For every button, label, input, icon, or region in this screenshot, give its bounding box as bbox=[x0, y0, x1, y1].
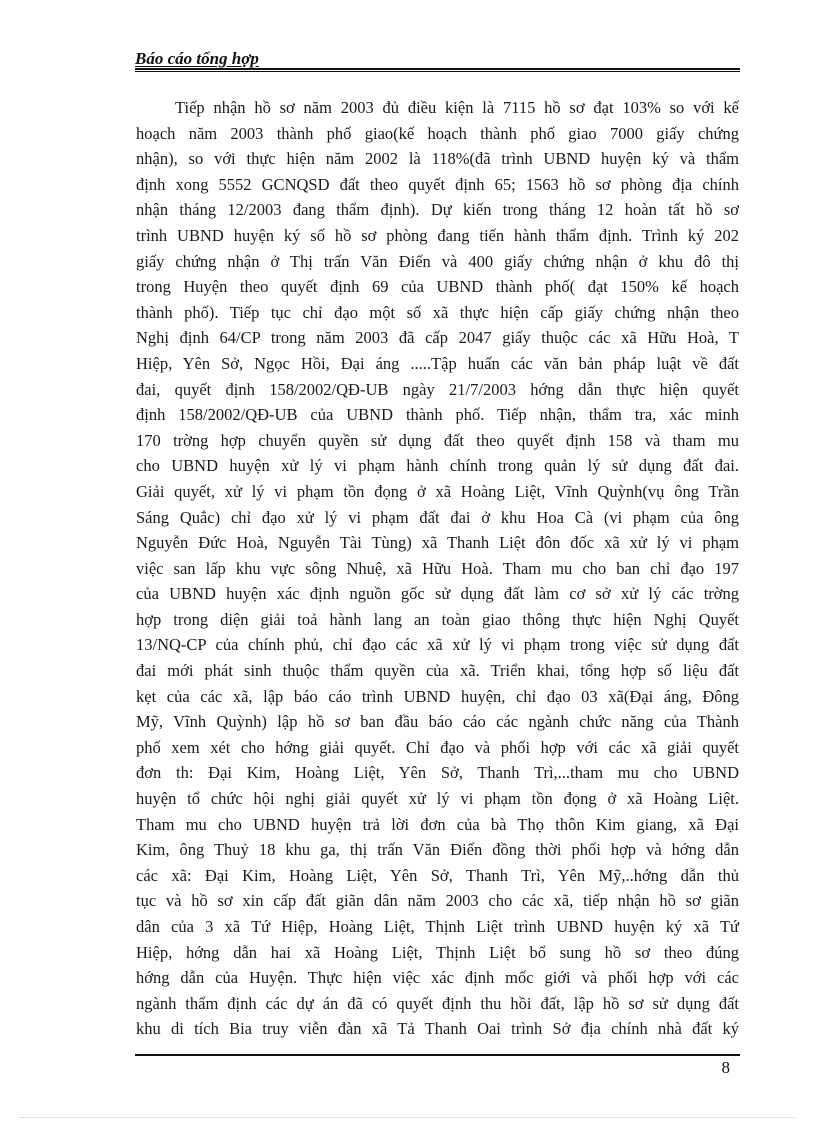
body-line: nhận tháng 12/2003 đang thẩm định). Dự kiến trong tháng 12 hoàn tất hồ sơ bbox=[136, 200, 739, 220]
body-line: Nghị định 64/CP trong năm 2003 đã cấp 2047 giấy thuộc các xã Hữu Hoà, T bbox=[136, 328, 739, 348]
body-line: đai mới phát sinh thuộc thẩm quyền của xã. Triển khai, tổng hợp số liệu đất bbox=[136, 661, 739, 681]
body-line: hoạch năm 2003 thành phố giao(kế hoạch thành phố giao 7000 giấy chứng bbox=[136, 123, 739, 143]
body-line: Hiệp, Yên Sở, Ngọc Hồi, Đại áng .....Tập huấn các văn bản pháp luật về đất bbox=[136, 353, 739, 373]
body-line: các xã: Đại Kim, Hoàng Liệt, Yên Sở, Thanh Trì, Yên Mỹ,..hớng dẫn thủ bbox=[136, 865, 739, 885]
body-line: kẹt của các xã, lập báo cáo trình UBND huyện, chỉ đạo 03 xã(Đại áng, Đông bbox=[136, 686, 739, 706]
body-line: định xong 5552 GCNQSD đất theo quyết định 65; 1563 hồ sơ phòng địa chính bbox=[136, 174, 739, 194]
page-edge-dotted-line bbox=[20, 1117, 796, 1118]
body-line: Sáng Quắc) chỉ đạo xử lý vi phạm đất đai ở khu Hoa Cà (vi phạm của ông bbox=[136, 507, 739, 527]
body-line: đơn th: Đại Kim, Hoàng Liệt, Yên Sở, Thanh Trì,...tham mu cho UBND bbox=[136, 763, 739, 783]
body-line: đai, quyết định 158/2002/QĐ-UB ngày 21/7/2003 hớng dẫn thực hiện quyết bbox=[136, 379, 739, 399]
body-line: Kim, ông Thuỷ 18 khu ga, thị trấn Văn Điển đồng thời phối hợp và hớng dẫn bbox=[136, 840, 739, 860]
page-number: 8 bbox=[721, 1058, 730, 1077]
header-rule-secondary bbox=[135, 71, 740, 72]
body-line: của UBND huyện xác định nguồn gốc sử dụng đất làm cơ sở xử lý các trờng bbox=[136, 584, 739, 604]
body-line: Tham mu cho UBND huyện trả lời đơn của bà Thọ thôn Kim giang, xã Đại bbox=[136, 814, 739, 834]
body-line: thành phố). Tiếp tục chỉ đạo một số xã thực hiện cấp giấy chứng nhận theo bbox=[136, 302, 739, 322]
body-paragraph bbox=[136, 95, 739, 1042]
body-line: hớng dẫn của Huyện. Thực hiện việc xác định mốc giới và phối hợp với các bbox=[136, 968, 739, 988]
body-line: Mỹ, Vĩnh Quỳnh) lập hồ sơ ban đầu báo cáo các ngành chức năng của Thành bbox=[136, 712, 739, 732]
body-line: 13/NQ-CP của chính phủ, chỉ đạo các xã xử lý vi phạm trong việc sử dụng đất bbox=[136, 635, 739, 655]
body-line: ngành thẩm định các dự án đã có quyết định thu hồi đất, lập hồ sơ sử dụng đất bbox=[136, 993, 739, 1013]
body-line: Hiệp, hớng dẫn hai xã Hoàng Liệt, Thịnh Liệt bổ sung hồ sơ theo đúng bbox=[136, 942, 739, 962]
header-title: Báo cáo tổng hợp bbox=[135, 49, 259, 68]
body-line: trình UBND huyện ký số hồ sơ phòng đang tiến hành thẩm định. Trình ký 202 bbox=[136, 225, 739, 245]
body-line: dân của 3 xã Tứ Hiệp, Hoàng Liệt, Thịnh Liệt trình UBND huyện ký xã Tứ bbox=[136, 917, 739, 936]
body-line: tục và hồ sơ xin cấp đất giãn dân năm 2003 cho các xã, tiếp nhận hồ sơ giãn bbox=[136, 891, 739, 911]
body-line: nhận), so với thực hiện năm 2002 là 118%(đã trình UBND huyện ký và thẩm bbox=[136, 149, 739, 169]
body-line: 170 trờng hợp chuyển quyền sử dụng đất theo quyết định 158 và tham mu bbox=[136, 430, 739, 450]
body-line: Nguyễn Đức Hoà, Nguyễn Tài Tùng) xã Thanh Liệt đôn đốc xã xử lý vi phạm bbox=[136, 533, 739, 553]
body-line: định 158/2002/QĐ-UB của UBND thành phố. Tiếp nhận, thẩm tra, xác minh bbox=[136, 405, 739, 425]
body-line: Giải quyết, xử lý vi phạm tồn đọng ở xã Hoàng Liệt, Vĩnh Quỳnh(vụ ông Trần bbox=[136, 481, 739, 501]
header-rule bbox=[135, 68, 740, 70]
body-line: khu di tích Bia truy viễn đàn xã Tả Thanh Oai trình Sở địa chính nhà đất ký bbox=[136, 1019, 739, 1039]
body-line: việc san lấp khu vực sông Nhuệ, xã Hữu Hoà. Tham mu cho ban chỉ đạo 197 bbox=[136, 558, 739, 578]
body-line: huyện tổ chức hội nghị giải quyết xử lý vi phạm tồn đọng ở xã Hoàng Liệt. bbox=[136, 789, 739, 809]
body-line: Tiếp nhận hồ sơ năm 2003 đủ điều kiện là 7115 hồ sơ đạt 103% so với kế bbox=[175, 98, 739, 117]
footer-rule bbox=[135, 1054, 740, 1056]
body-line: cho UBND huyện xử lý vi phạm hành chính trong quản lý sử dụng đất đai. bbox=[136, 456, 739, 476]
body-line: phố xem xét cho hớng giải quyết. Chỉ đạo và phối hợp với các xã giải quyết bbox=[136, 737, 739, 757]
body-line: giấy chứng nhận ở Thị trấn Văn Điển và 400 giấy chứng nhận ở khu đô thị bbox=[136, 251, 739, 271]
body-line: trong Huyện theo quyết định 69 của UBND thành phố( đạt 150% kế hoạch bbox=[136, 277, 739, 297]
body-line: hợp trong diện giải toả hành lang an toàn giao thông thực hiện Nghị Quyết bbox=[136, 609, 739, 629]
